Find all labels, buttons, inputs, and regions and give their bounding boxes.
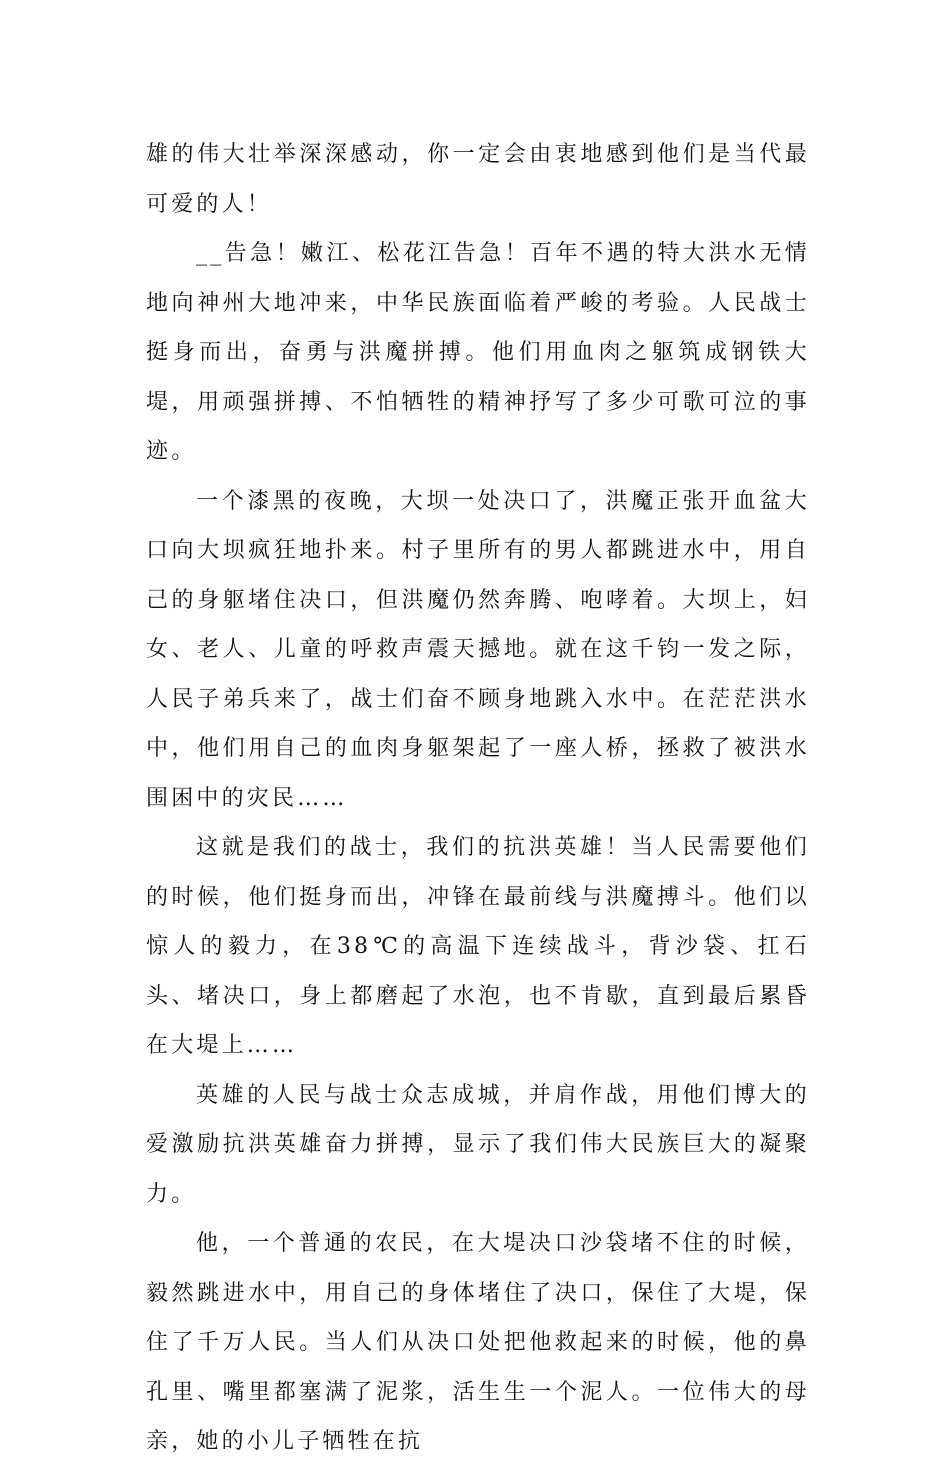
paragraph: 一个漆黑的夜晚，大坝一处决口了，洪魔正张开血盆大口向大坝疯狂地扑来。村子里所有的男人都跳进水中，用自己的身躯堵住决口，但洪魔仍然奔腾、咆哮着。大坝上，妇女、老人、儿童的呼救声震天撼地。就在这千钧一发之际，人民子弟兵来了，战士们奋不顾身地跳入水中。在茫茫洪水中，他们用自己的血肉身躯架起了一座人桥，拯救了被洪水围困中的灾民……	[146, 488, 810, 811]
paragraph: 他，一个普通的农民，在大堤决口沙袋堵不住的时候，毅然跳进水中，用自己的身体堵住了决口，保住了大堤，保住了千万人民。当人们从决口处把他救起来的时候，他的鼻孔里、嘴里都塞满了泥浆，活生生一个泥人。一位伟大的母亲，她的小儿子牺牲在抗	[146, 1231, 810, 1454]
paragraph: 雄的伟大壮举深深感动，你一定会由衷地感到他们是当代最可爱的人！	[146, 142, 810, 217]
paragraph: __告急！嫩江、松花江告急！百年不遇的特大洪水无情地向神州大地冲来，中华民族面临着严峻的考验。人民战士挺身而出，奋勇与洪魔拼搏。他们用血肉之躯筑成钢铁大堤，用顽强拼搏、不怕牺牲的精神抒写了多少可歌可泣的事迹。	[146, 241, 810, 464]
paragraph: 英雄的人民与战士众志成城，并肩作战，用他们博大的爱激励抗洪英雄奋力拼搏，显示了我们伟大民族巨大的凝聚力。	[146, 1082, 810, 1207]
body-text	[146, 130, 810, 1467]
paragraph: 这就是我们的战士，我们的抗洪英雄！当人民需要他们的时候，他们挺身而出，冲锋在最前线与洪魔搏斗。他们以惊人的毅力，在38℃的高温下连续战斗，背沙袋、扛石头、堵决口，身上都磨起了水泡，也不肯歇，直到最后累昏在大堤上……	[146, 835, 810, 1058]
